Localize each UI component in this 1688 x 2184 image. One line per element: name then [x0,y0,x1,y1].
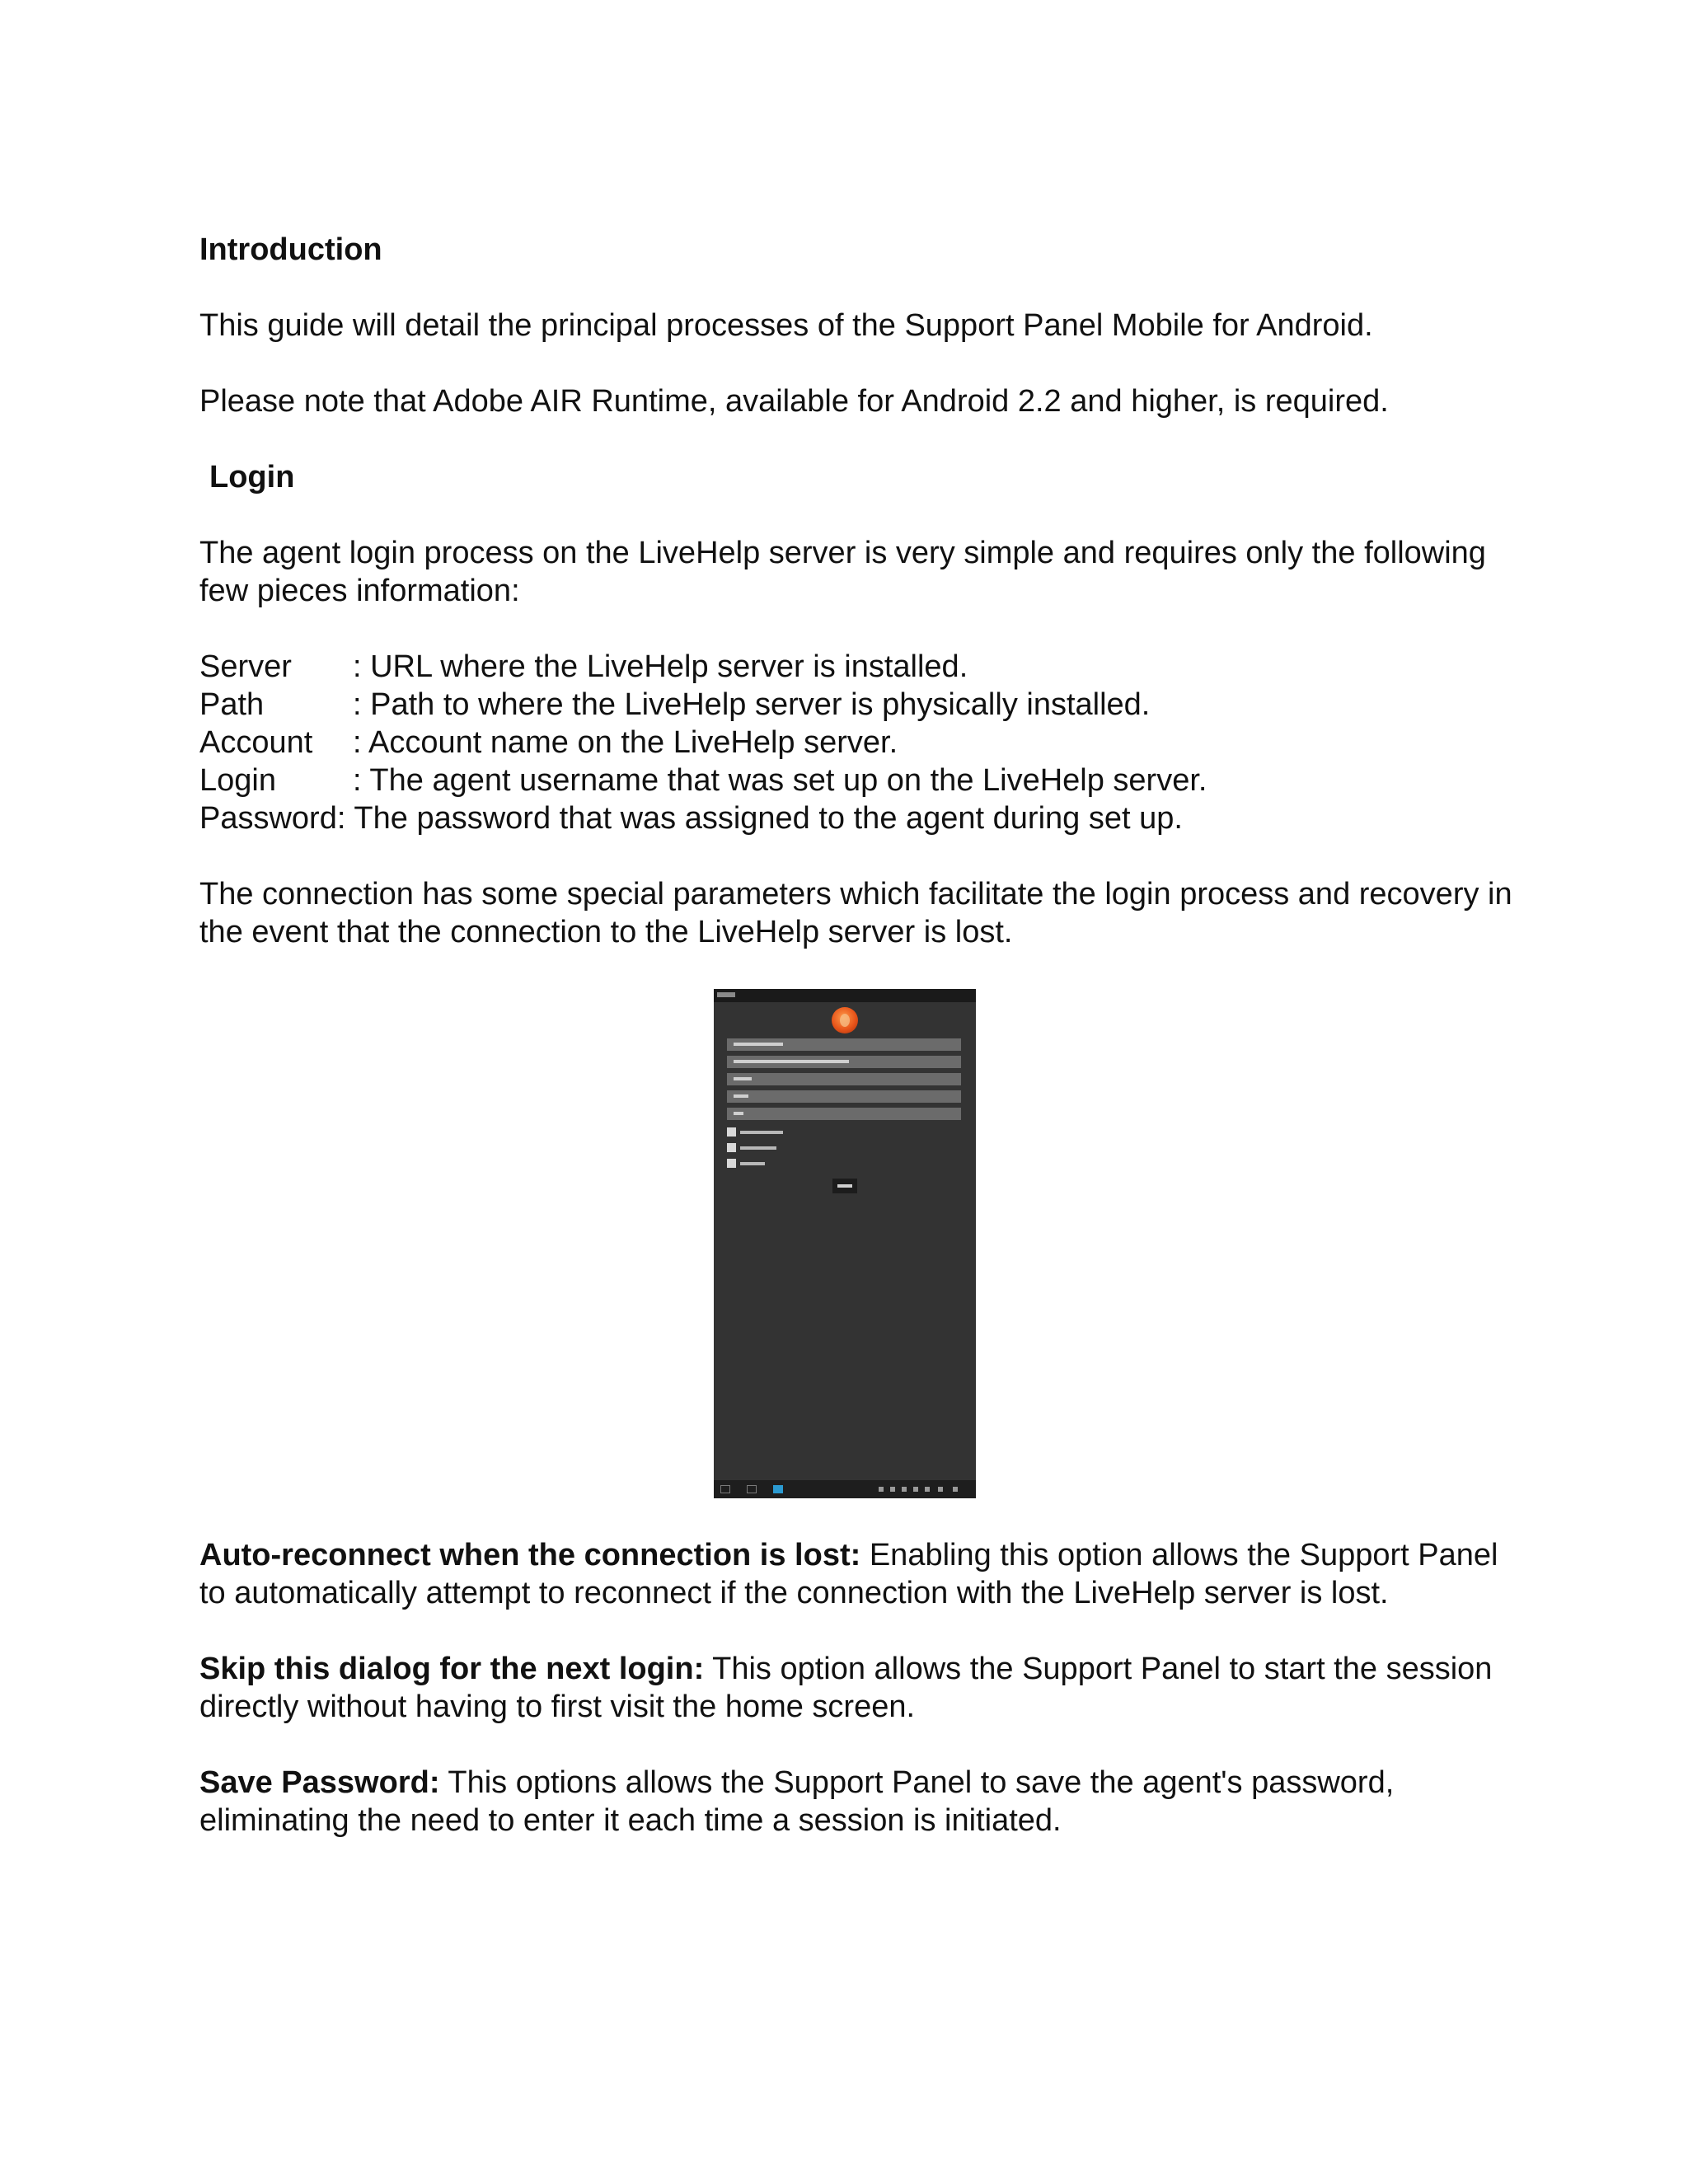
screenshot-title-bar [714,989,976,1002]
field-description: : The agent username that was set up on the LiveHelp server. [353,763,1207,798]
login-heading: Login [209,460,295,494]
option-auto-reconnect [199,1536,1518,1612]
screenshot-checkbox-label [740,1146,776,1150]
status-icon [913,1487,918,1492]
field-description: : URL where the LiveHelp server is installed. [353,649,968,684]
status-icon [879,1487,884,1492]
app-logo-icon [832,1007,858,1033]
option-label: Save Password: [199,1765,440,1800]
option-label: Auto-reconnect when the connection is lost: [199,1538,861,1572]
status-icon [890,1487,895,1492]
battery-icon [953,1487,958,1492]
screenshot-server-field [727,1038,961,1051]
field-definition-login [199,762,1518,799]
option-skip-dialog [199,1650,1518,1726]
field-definition-password [199,799,1518,837]
home-icon [747,1485,757,1493]
field-term: Login [199,763,276,798]
requirement-paragraph: Please note that Adobe AIR Runtime, available for Android 2.2 and higher, is required. [199,384,1389,419]
intro-paragraph: This guide will detail the principal processes of the Support Panel Mobile for Android. [199,308,1373,343]
field-term: Password: [199,801,346,836]
field-term: Path [199,687,265,722]
android-login-screenshot [714,989,976,1498]
field-definition-path [199,686,1518,724]
connection-paragraph: The connection has some special parameters which facilitate the login process and recovery in the event that the connection to the LiveHelp server is lost. [199,877,1512,949]
screenshot-password-field [727,1108,961,1120]
recent-apps-icon [773,1485,783,1493]
document-page [199,231,1518,1840]
introduction-heading: Introduction [199,232,382,267]
option-description: Enabling this option allows the Support Panel to automatically attempt to reconnect if the connection with the LiveHelp server is lost. [199,1538,1498,1610]
screenshot-title-text [717,992,735,997]
option-label: Skip this dialog for the next login: [199,1652,705,1686]
field-definition-account [199,724,1518,762]
login-field-list [199,648,1518,837]
wifi-icon [938,1487,943,1492]
screenshot-checkbox-label [740,1131,783,1134]
screenshot-save-password-checkbox [727,1159,736,1168]
screenshot-path-field [727,1056,961,1068]
status-icon [925,1487,930,1492]
option-description: This options allows the Support Panel to save the agent's password, eliminating the need to enter it each time a session is initiated. [199,1765,1395,1838]
screenshot-login-field [727,1090,961,1103]
field-term: Account [199,725,313,760]
status-icon [902,1487,907,1492]
field-term: Server [199,649,292,684]
screenshot-skip-dialog-checkbox [727,1143,736,1152]
field-description: The password that was assigned to the agent during set up. [354,801,1183,836]
field-definition-server [199,648,1518,686]
login-intro-paragraph: The agent login process on the LiveHelp server is very simple and requires only the following few pieces information: [199,536,1486,608]
option-save-password [199,1764,1518,1840]
back-icon [720,1485,730,1493]
field-description: : Account name on the LiveHelp server. [353,725,898,760]
field-description: : Path to where the LiveHelp server is physically installed. [353,687,1151,722]
screenshot-account-field [727,1073,961,1085]
option-description: This option allows the Support Panel to start the session directly without having to first visit the home screen. [199,1652,1493,1724]
screenshot-navigation-bar [714,1480,976,1498]
screenshot-checkbox-label [740,1162,765,1165]
screenshot-auto-reconnect-checkbox [727,1127,736,1137]
screenshot-sign-in-button [832,1179,857,1193]
